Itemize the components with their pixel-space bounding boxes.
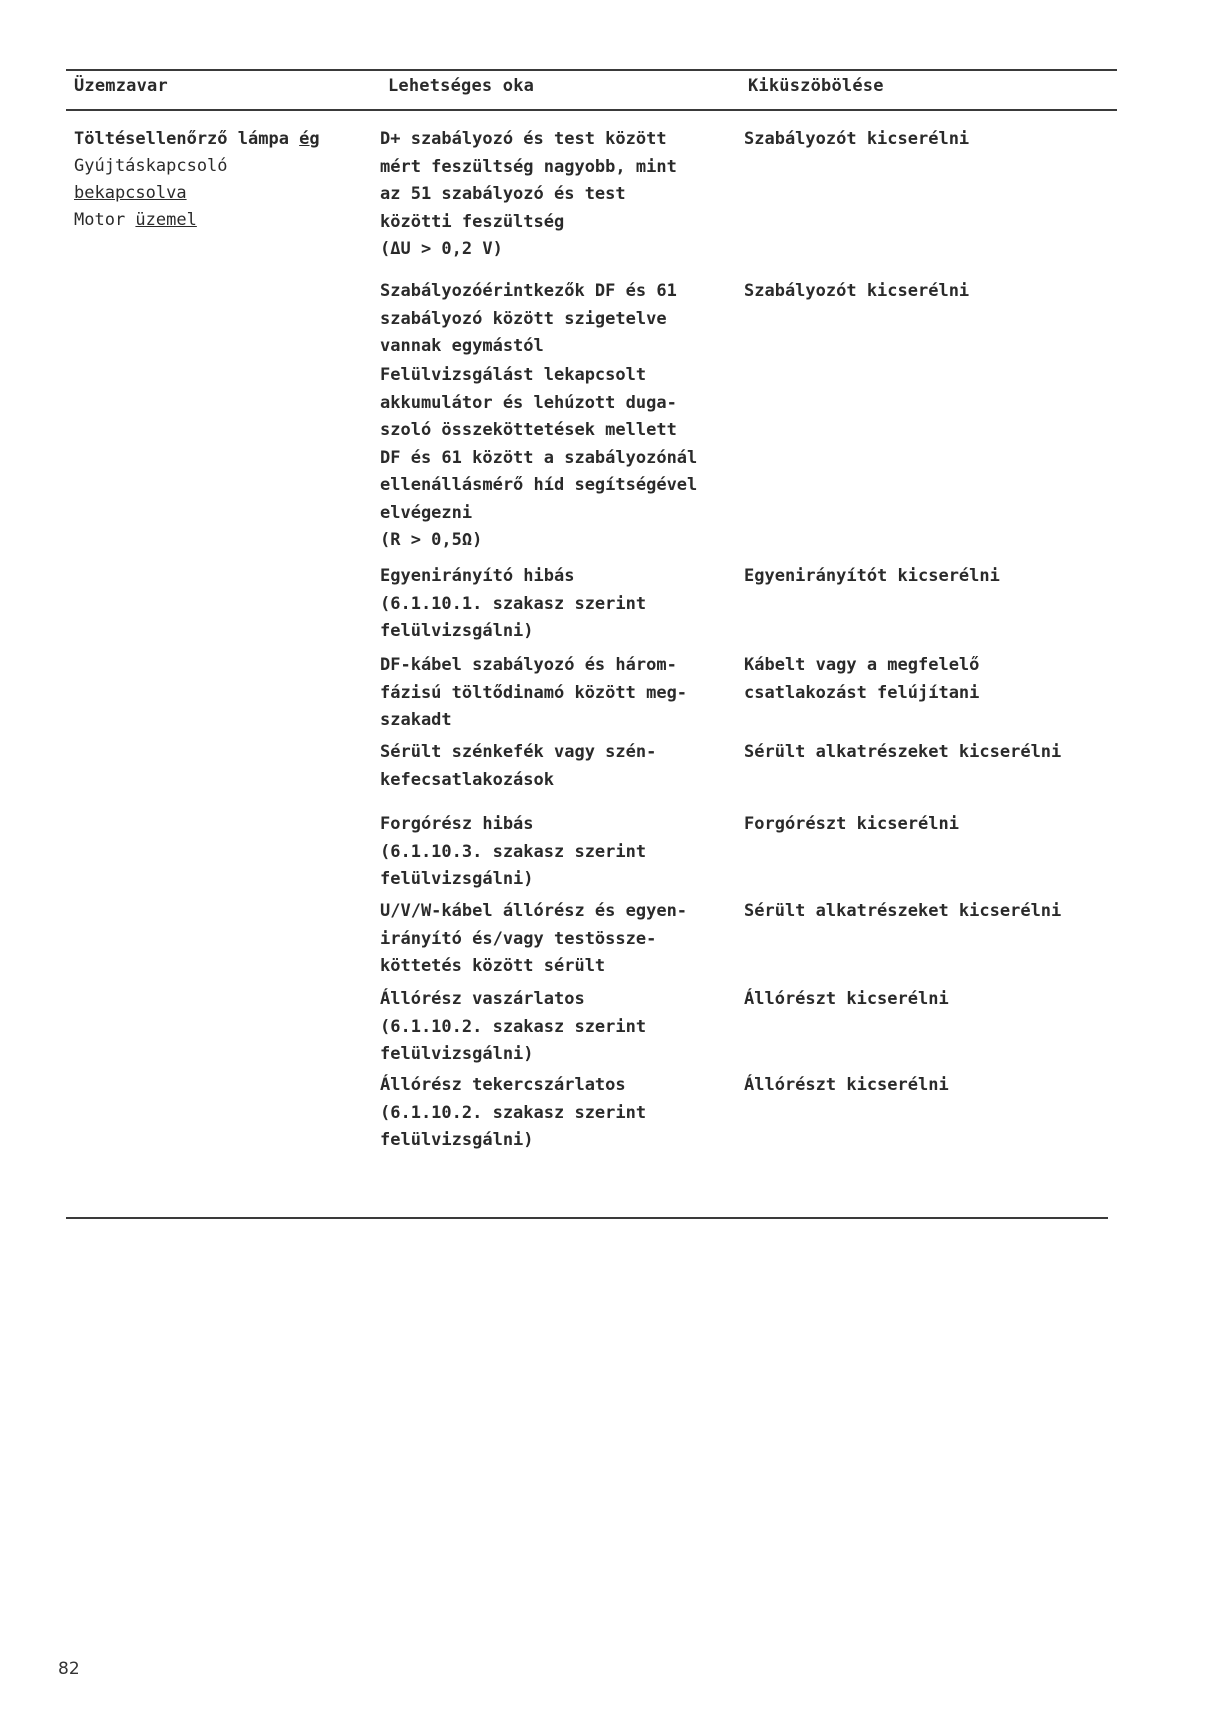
cause-line: Állórész tekercszárlatos <box>380 1075 626 1095</box>
table-header-rule <box>66 109 1117 111</box>
cause-line: köttetés között sérült <box>380 956 606 976</box>
fix-line: Állórészt kicserélni <box>744 989 949 1009</box>
cause-cell <box>380 898 740 981</box>
fix-cell <box>744 898 1120 926</box>
fix-cell <box>744 986 1120 1014</box>
fix-line: Szabályozót kicserélni <box>744 281 970 301</box>
cause-line: szakadt <box>380 710 452 730</box>
fault-line-4 <box>74 207 320 234</box>
fix-line: Forgórészt kicserélni <box>744 814 959 834</box>
cause-line: irányító és/vagy testössze- <box>380 928 657 949</box>
table-top-rule <box>66 69 1117 71</box>
cause-cell <box>380 563 740 646</box>
fault-line-4-underlined: üzemel <box>135 210 197 230</box>
cause-line: U/V/W-kábel állórész és egyen- <box>380 901 688 921</box>
fault-line-4-text: Motor <box>74 210 136 230</box>
fault-line-1 <box>74 126 320 153</box>
cause-line: Felülvizsgálást lekapcsolt <box>380 365 647 385</box>
cause-cell <box>380 126 740 264</box>
header-fault: Üzemzavar <box>74 76 168 96</box>
cause-line: közötti feszültség <box>380 211 565 232</box>
cause-line: az 51 szabályozó és test <box>380 184 626 204</box>
fix-cell <box>744 811 1120 839</box>
header-fix: Kiküszöbölése <box>748 76 884 96</box>
fix-cell <box>744 563 1120 591</box>
cause-cell <box>380 739 740 794</box>
cause-line: felülvizsgálni) <box>380 1044 534 1064</box>
cause-line: Állórész vaszárlatos <box>380 989 585 1009</box>
cause-line: DF-kábel szabályozó és három- <box>380 655 677 675</box>
cause-cell <box>380 362 740 555</box>
fix-line: Egyenirányítót kicserélni <box>744 566 1000 586</box>
cause-cell <box>380 278 740 361</box>
cause-line: (ΔU > 0,2 V) <box>380 239 503 259</box>
cause-line: kefecsatlakozások <box>380 769 554 790</box>
cause-line: mért feszültség nagyobb, mint <box>380 156 677 177</box>
fix-cell <box>744 278 1120 306</box>
fix-line: Szabályozót kicserélni <box>744 129 970 149</box>
fix-line: Állórészt kicserélni <box>744 1075 949 1095</box>
fault-description <box>74 126 320 234</box>
cause-line: Sérült szénkefék vagy szén- <box>380 742 657 762</box>
fix-line: Sérült alkatrészeket kicserélni <box>744 901 1062 921</box>
cause-line: Szabályozóérintkezők DF és 61 <box>380 281 677 301</box>
fault-line-3: bekapcsolva <box>74 183 187 203</box>
cause-line: DF és 61 között a szabályozónál <box>380 447 698 468</box>
fix-line: Sérült alkatrészeket kicserélni <box>744 742 1062 762</box>
fault-line-1-text: Töltésellenőrző lámpa <box>74 129 300 149</box>
cause-cell <box>380 811 740 894</box>
cause-line: ellenállásmérő híd segítségével <box>380 475 698 495</box>
fix-cell <box>744 126 1120 154</box>
cause-cell <box>380 986 740 1069</box>
cause-line: D+ szabályozó és test között <box>380 129 667 149</box>
cause-line: (6.1.10.1. szakasz szerint <box>380 593 647 614</box>
cause-line: (R > 0,5Ω) <box>380 530 483 550</box>
fault-line-2: Gyújtáskapcsoló <box>74 156 228 176</box>
cause-line: akkumulátor és lehúzott duga- <box>380 392 677 413</box>
cause-line: felülvizsgálni) <box>380 621 534 641</box>
cause-line: (6.1.10.2. szakasz szerint <box>380 1102 647 1123</box>
table-bottom-rule <box>66 1217 1108 1219</box>
cause-line: felülvizsgálni) <box>380 869 534 889</box>
cause-line: vannak egymástól <box>380 336 544 356</box>
cause-cell <box>380 652 740 735</box>
fix-line: Kábelt vagy a megfelelő <box>744 655 980 675</box>
cause-line: szabályozó között szigetelve <box>380 308 667 329</box>
cause-line: (6.1.10.3. szakasz szerint <box>380 841 647 862</box>
cause-line: Egyenirányító hibás <box>380 566 575 586</box>
cause-line: Forgórész hibás <box>380 814 534 834</box>
fix-cell <box>744 652 1120 707</box>
cause-line: felülvizsgálni) <box>380 1130 534 1150</box>
cause-line: (6.1.10.2. szakasz szerint <box>380 1016 647 1037</box>
cause-line: fázisú töltődinamó között meg- <box>380 682 688 703</box>
header-cause: Lehetséges oka <box>388 76 535 96</box>
cause-line: szoló összeköttetések mellett <box>380 420 677 440</box>
cause-line: elvégezni <box>380 502 473 523</box>
page-number: 82 <box>58 1659 80 1679</box>
fix-line: csatlakozást felújítani <box>744 682 980 703</box>
cause-cell <box>380 1072 740 1155</box>
fault-line-1-underlined: ég <box>299 129 320 149</box>
fix-cell <box>744 1072 1120 1100</box>
fix-cell <box>744 739 1120 767</box>
